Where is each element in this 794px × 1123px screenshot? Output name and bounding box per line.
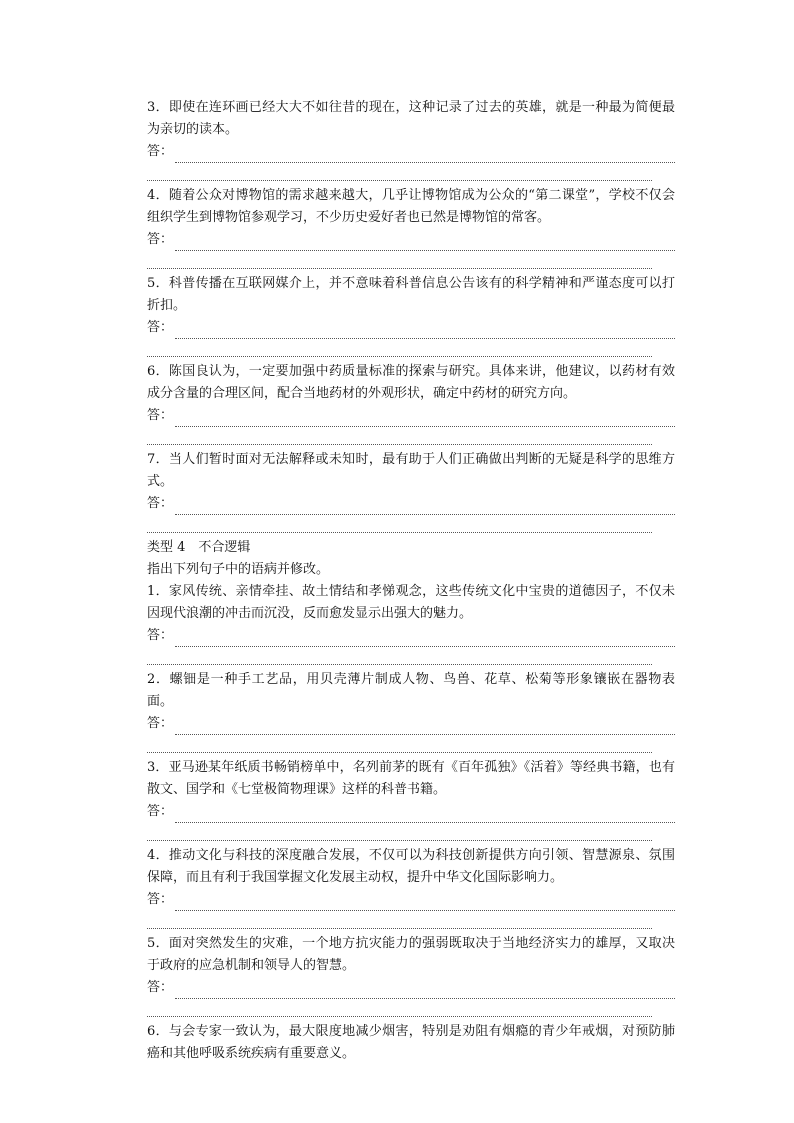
blank-row (147, 735, 675, 753)
answer-row (147, 141, 675, 163)
question-text: 7．当人们暂时面对无法解释或未知时，最有助于人们正确做出判断的无疑是科学的思维方式。 (147, 452, 675, 489)
blank-row (147, 339, 675, 357)
answer-line[interactable] (147, 654, 652, 665)
answer-line[interactable] (147, 1006, 652, 1017)
answer-line[interactable] (175, 500, 675, 515)
answer-row (147, 889, 675, 911)
answer-row (147, 625, 675, 647)
question-7 (147, 449, 675, 533)
question-3 (147, 97, 675, 181)
answer-label: 答： (147, 144, 174, 159)
item-5 (147, 933, 675, 1017)
question-text: 5．科普传播在互联网媒介上，并不意味着科普信息公告该有的科学精神和严谨态度可以打折扣。 (147, 276, 675, 313)
answer-row (147, 317, 675, 339)
answer-row (147, 493, 675, 515)
answer-line[interactable] (147, 258, 652, 269)
blank-row (147, 251, 675, 269)
answer-label: 答： (147, 804, 174, 819)
question-text: 3．即使在连环画已经大大不如往昔的现在，这种记录了过去的英雄，就是一种最为简便最为亲切的读本。 (147, 100, 675, 137)
question-6 (147, 361, 675, 445)
question-text: 6．与会专家一致认为，最大限度地减少烟害，特别是劝阻有烟瘾的青少年戒烟，对预防肺癌和其他呼吸系统疾病有重要意义。 (147, 1024, 675, 1061)
blank-row (147, 911, 675, 929)
answer-line[interactable] (147, 918, 652, 929)
item-2 (147, 669, 675, 753)
blank-row (147, 823, 675, 841)
question-text: 2．螺钿是一种手工艺品，用贝壳薄片制成人物、鸟兽、花草、松菊等形象镶嵌在器物表面。 (147, 672, 675, 709)
item-4 (147, 845, 675, 929)
answer-row (147, 405, 675, 427)
answer-line[interactable] (175, 324, 675, 339)
section-title: 类型 4 不合逻辑 (147, 540, 251, 555)
answer-line[interactable] (147, 742, 652, 753)
answer-row (147, 801, 675, 823)
item-1 (147, 581, 675, 665)
answer-line[interactable] (175, 984, 675, 999)
answer-line[interactable] (175, 236, 675, 251)
answer-line[interactable] (147, 830, 652, 841)
answer-line[interactable] (175, 148, 675, 163)
answer-row (147, 229, 675, 251)
answer-label: 答： (147, 232, 174, 247)
section-instruction: 指出下列句子中的语病并修改。 (147, 562, 330, 577)
question-text: 1．家风传统、亲情牵挂、故土情结和孝悌观念，这些传统文化中宝贵的道德因子，不仅未因现代浪潮的冲击而沉没，反而愈发显示出强大的魅力。 (147, 584, 675, 621)
answer-line[interactable] (175, 632, 675, 647)
answer-line[interactable] (147, 522, 652, 533)
answer-label: 答： (147, 892, 174, 907)
answer-line[interactable] (147, 346, 652, 357)
question-text: 5．面对突然发生的灾难，一个地方抗灾能力的强弱既取决于当地经济实力的雄厚，又取决于政府的应急机制和领导人的智慧。 (147, 936, 675, 973)
answer-line[interactable] (147, 170, 652, 181)
blank-row (147, 999, 675, 1017)
answer-label: 答： (147, 320, 174, 335)
blank-row (147, 647, 675, 665)
answer-row (147, 977, 675, 999)
document-page (147, 97, 675, 1065)
answer-row (147, 713, 675, 735)
question-text: 3．亚马逊某年纸质书畅销榜单中，名列前茅的既有《百年孤独》《活着》等经典书籍，也有散文、国学和《七堂极简物理课》这样的科普书籍。 (147, 760, 675, 797)
answer-line[interactable] (175, 720, 675, 735)
answer-line[interactable] (175, 896, 675, 911)
question-text: 4．推动文化与科技的深度融合发展，不仅可以为科技创新提供方向引领、智慧源泉、氛围保障，而且有利于我国掌握文化发展主动权，提升中华文化国际影响力。 (147, 848, 675, 885)
answer-label: 答： (147, 496, 174, 511)
question-4 (147, 185, 675, 269)
item-6 (147, 1021, 675, 1065)
question-text: 6．陈国良认为，一定要加强中药质量标准的探索与研究。具体来讲，他建议，以药材有效成分含量的合理区间，配合当地药材的外观形状，确定中药材的研究方向。 (147, 364, 675, 401)
question-5 (147, 273, 675, 357)
blank-row (147, 163, 675, 181)
answer-label: 答： (147, 628, 174, 643)
answer-label: 答： (147, 408, 174, 423)
answer-line[interactable] (147, 434, 652, 445)
blank-row (147, 515, 675, 533)
answer-label: 答： (147, 980, 174, 995)
item-3 (147, 757, 675, 841)
answer-label: 答： (147, 716, 174, 731)
question-text: 4．随着公众对博物馆的需求越来越大，几乎让博物馆成为公众的“第二课堂”，学校不仅会组织学生到博物馆参观学习，不少历史爱好者也已然是博物馆的常客。 (147, 188, 675, 225)
blank-row (147, 427, 675, 445)
answer-line[interactable] (175, 808, 675, 823)
answer-line[interactable] (175, 412, 675, 427)
